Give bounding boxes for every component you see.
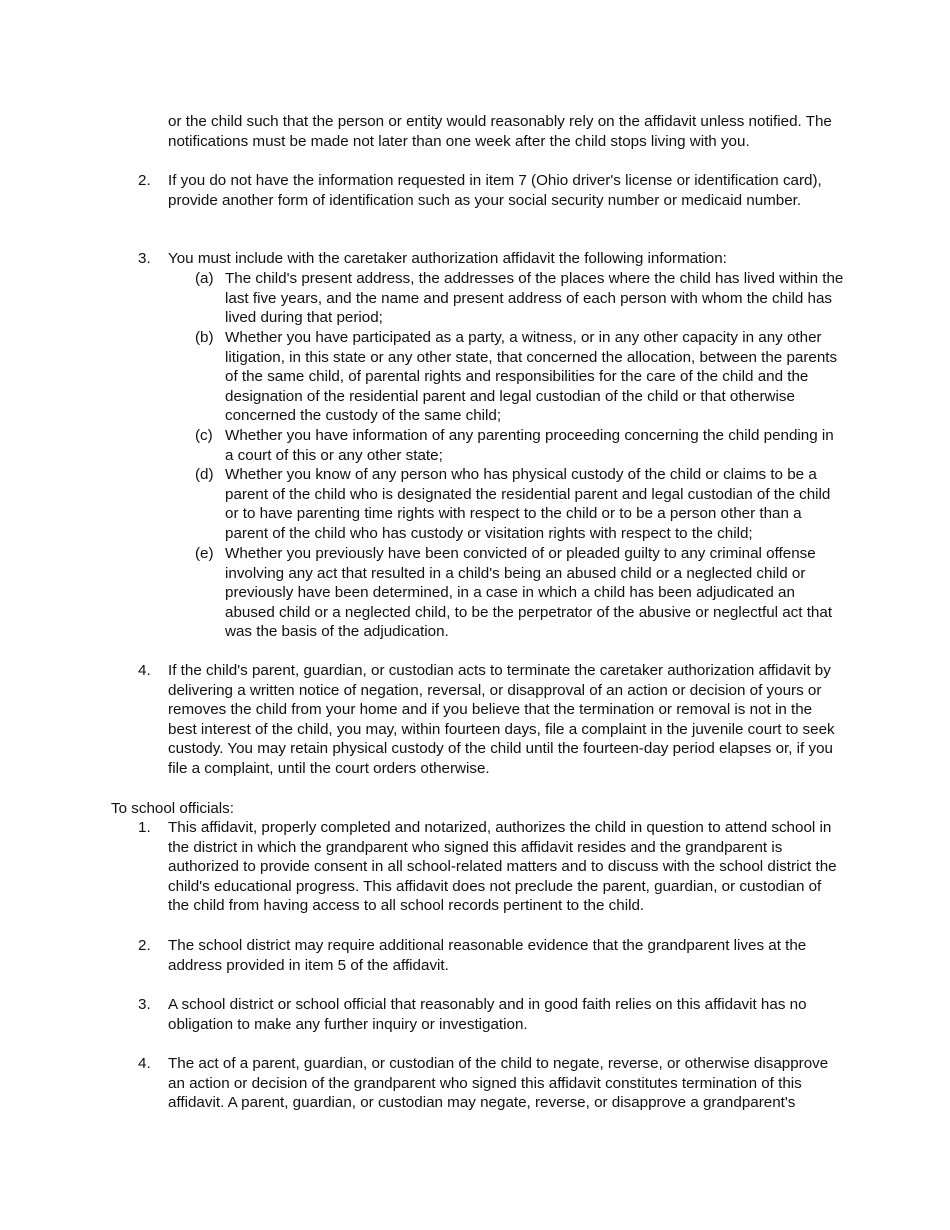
sub-item-label: (e) bbox=[195, 545, 214, 562]
item-text: This affidavit, properly completed and notarized, authorizes the child in question to attend school in the district in which the grandparent who signed this affidavit resides and the grandparent is authorized to provide consent in all school-related matters and to discuss with the school district the child's educational progress. This affidavit does not preclude the parent, guardian, or custodian of the child from having access to all school records pertinent to the child. bbox=[168, 819, 837, 915]
sub-item-text: The child's present address, the addresses of the places where the child has lived within the last five years, and the name and present address of each person with whom the child has lived during that period; bbox=[225, 270, 844, 327]
item-text: You must include with the caretaker authorization affidavit the following information: bbox=[168, 250, 727, 267]
item-number: 3. bbox=[138, 250, 151, 267]
item-text: A school district or school official that reasonably and in good faith relies on this affidavit has no obligation to make any further inquiry or investigation. bbox=[168, 996, 807, 1033]
item-number: 4. bbox=[138, 662, 151, 679]
sub-item-label: (c) bbox=[195, 427, 213, 444]
sub-item-label: (d) bbox=[195, 466, 214, 483]
item-text: The act of a parent, guardian, or custodian of the child to negate, reverse, or otherwise disapprove an action or decision of the grandparent who signed this affidavit constitutes termination of this affidavit. A parent, guardian, or custodian may negate, reverse, or disapprove a grandparent's bbox=[168, 1055, 829, 1112]
item-number: 1. bbox=[138, 819, 151, 836]
item-text: If you do not have the information requested in item 7 (Ohio driver's license or identification card), provide another form of identification such as your social security number or medicaid number. bbox=[168, 172, 822, 209]
item-number: 2. bbox=[138, 937, 151, 954]
sub-item-text: Whether you have participated as a party, a witness, or in any other capacity in any other litigation, in this state or any other state, that concerned the allocation, between the parents of the same child, of parental rights and responsibilities for the care of the child and the designation of the residential parent and legal custodian of the child or that otherwise concerned the custody of the same child; bbox=[225, 329, 838, 425]
item-text: If the child's parent, guardian, or custodian acts to terminate the caretaker authorization affidavit by delivering a written notice of negation, reversal, or disapproval of an action or decision of yours or removes the child from your home and if you believe that the termination or removal is not in the best interest of the child, you may, within fourteen days, file a complaint in the juvenile court to seek custody. You may retain physical custody of the child until the fourteen-day period elapses or, if you file a complaint, until the court orders otherwise. bbox=[168, 662, 835, 777]
sub-item-text: Whether you have information of any parenting proceeding concerning the child pending in a court of this or any other state; bbox=[225, 427, 834, 464]
item-number: 2. bbox=[138, 172, 151, 189]
sub-item-text: Whether you previously have been convicted of or pleaded guilty to any criminal offense involving any act that resulted in a child's being an abused child or a neglected child or previously have been determined, in a case in which a child has been adjudicated an abused child or a neglected child, to be the perpetrator of the abusive or neglectful act that was the basis of the adjudication. bbox=[225, 545, 833, 641]
sub-item-label: (a) bbox=[195, 270, 214, 287]
continuation-paragraph: or the child such that the person or entity would reasonably rely on the affidavit unless notified. The notifications must be made not later than one week after the child stops living with you. bbox=[168, 113, 832, 150]
item-number: 4. bbox=[138, 1055, 151, 1072]
item-text: The school district may require additional reasonable evidence that the grandparent lives at the address provided in item 5 of the affidavit. bbox=[168, 937, 807, 974]
section-heading: To school officials: bbox=[111, 800, 234, 817]
sub-item-label: (b) bbox=[195, 329, 214, 346]
sub-item-text: Whether you know of any person who has physical custody of the child or claims to be a parent of the child who is designated the residential parent and legal custodian of the child or to have parenting time rights with respect to the child or to be a person other than a parent of the child who has custody or visitation rights with respect to the child; bbox=[225, 466, 831, 542]
item-number: 3. bbox=[138, 996, 151, 1013]
